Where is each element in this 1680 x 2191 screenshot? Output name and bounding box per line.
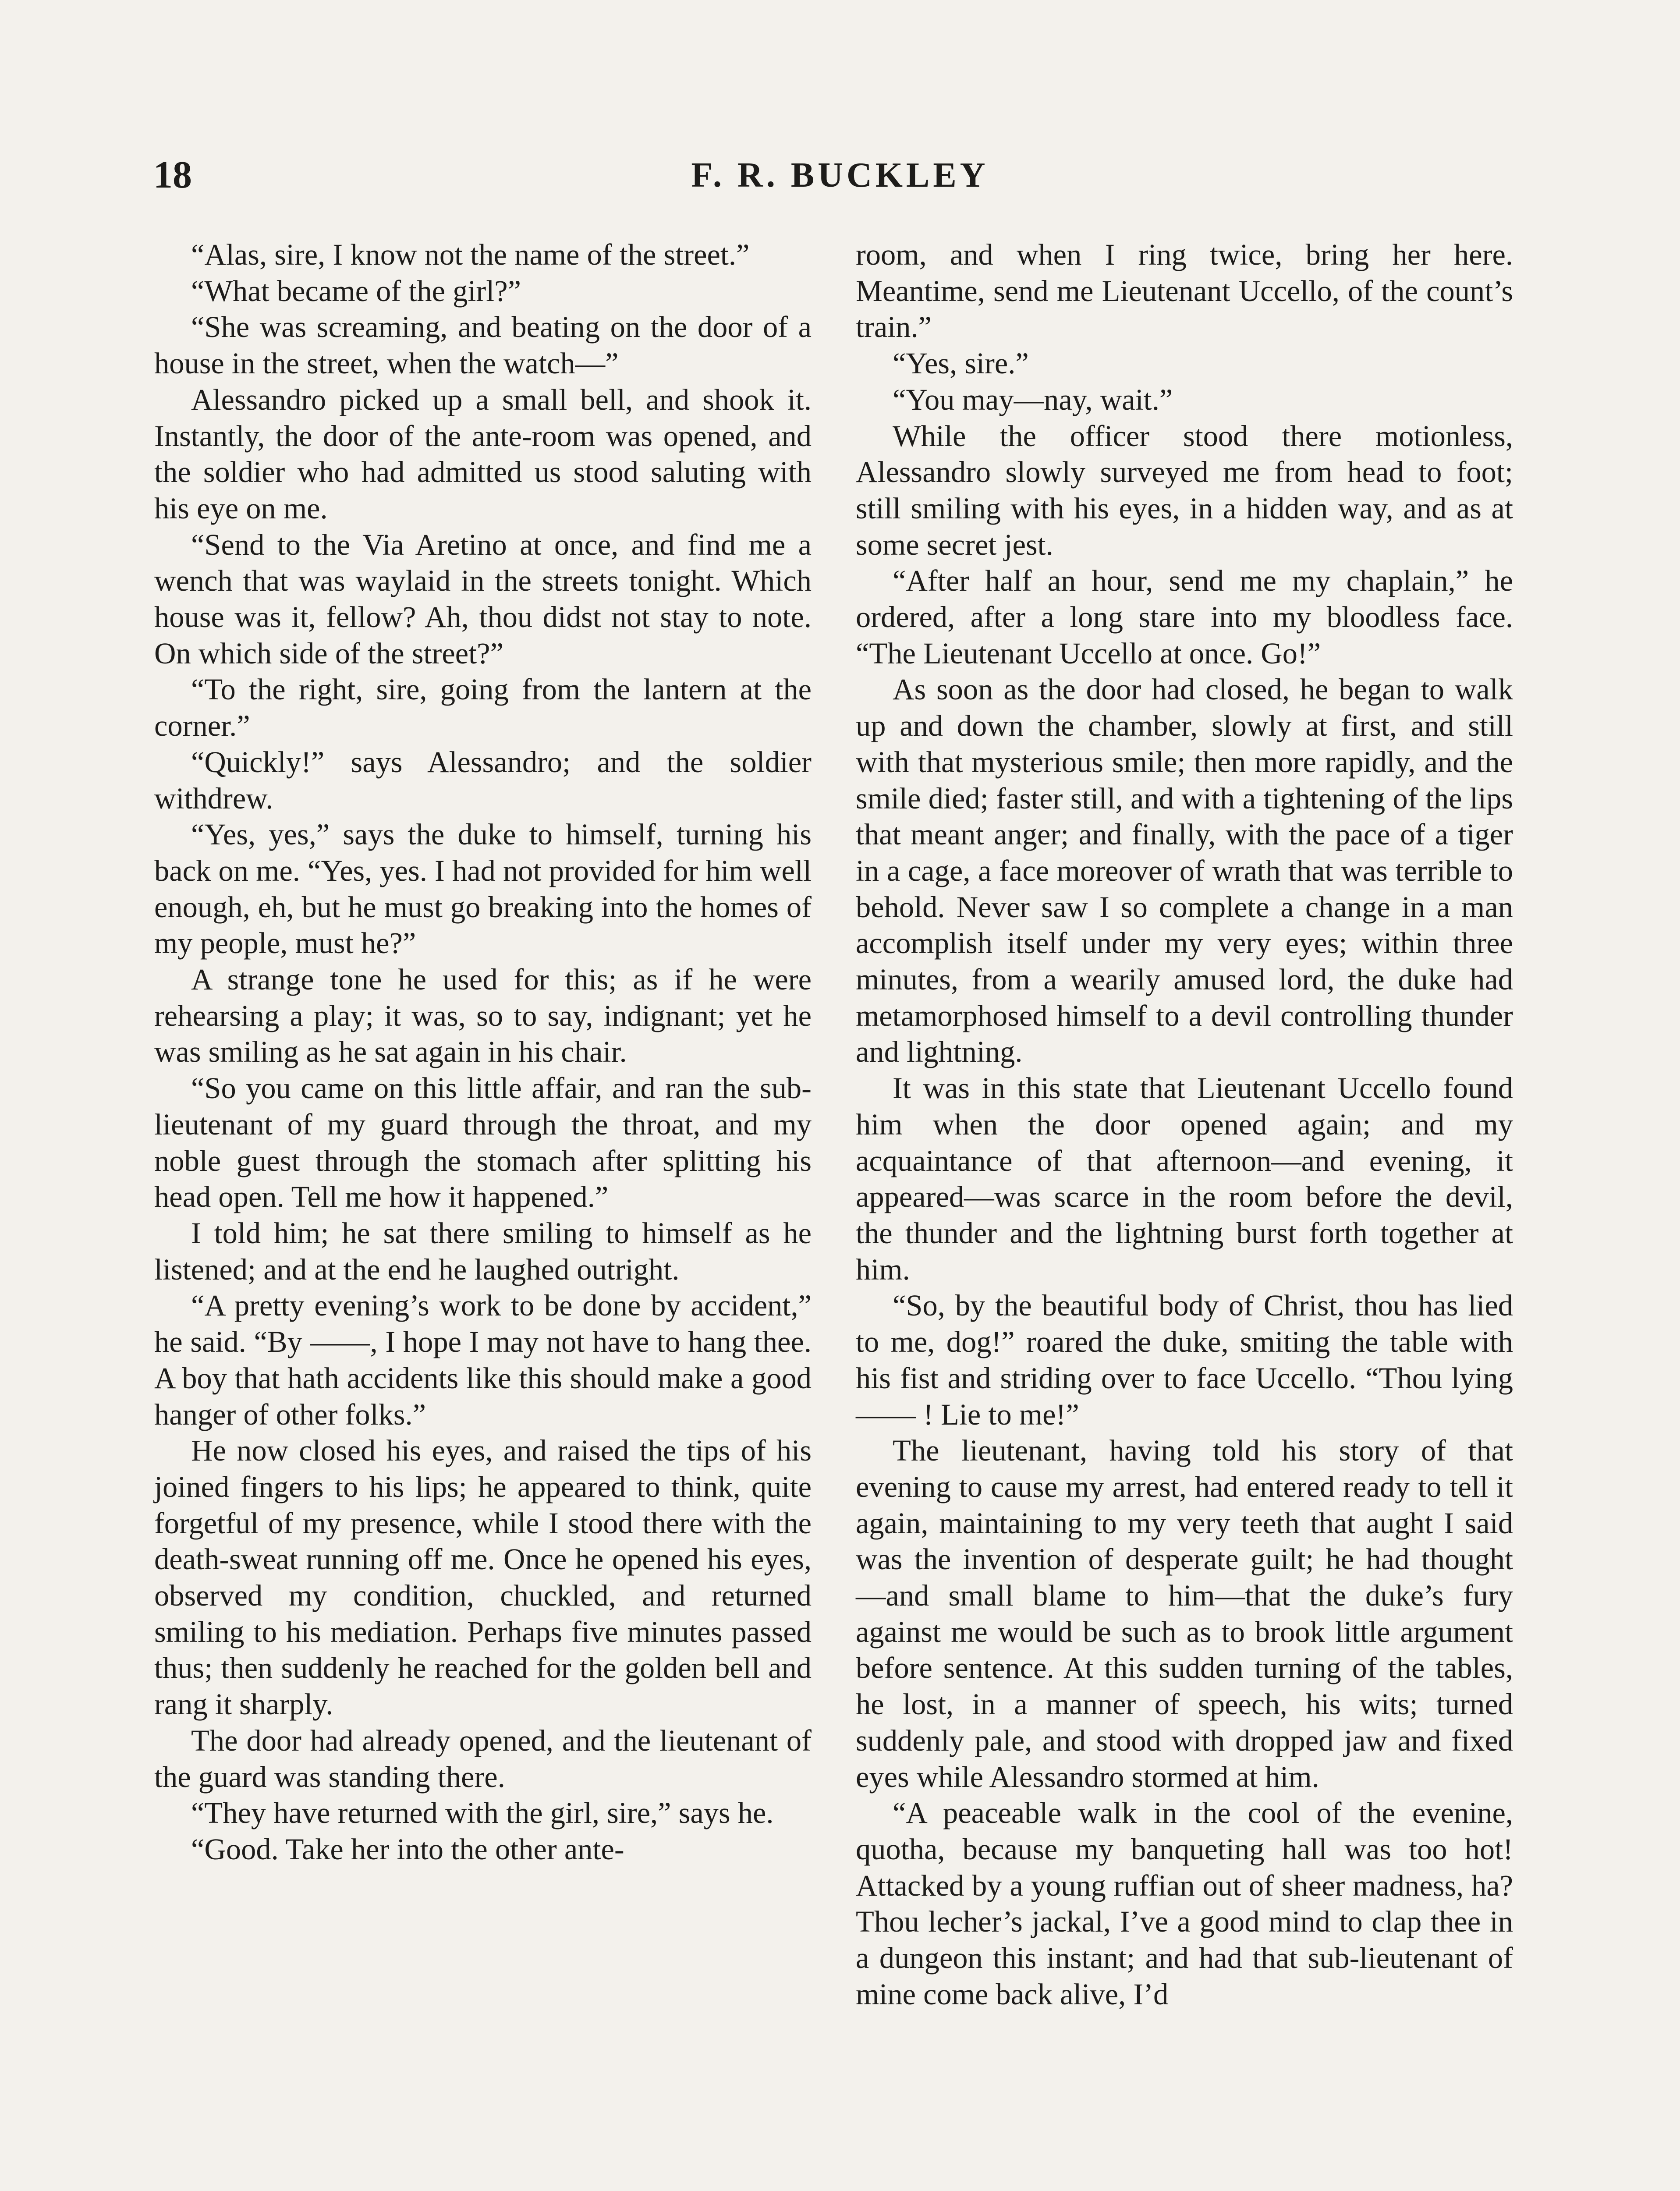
paragraph: “So you came on this little affair, and ran the sub-lieutenant of my guard through the throat, and my noble guest through the stomach after splitting his head open. Tell me how it happened.” — [154, 1071, 812, 1214]
paragraph: “Send to the Via Aretino at once, and find me a wench that was waylaid in the streets tonight. Which house was it, fellow? Ah, thou didst not stay to note. On which side of the street?” — [154, 528, 812, 670]
paragraph: “Alas, sire, I know not the name of the street.” — [191, 238, 750, 271]
running-head-author: F. R. BUCKLEY — [691, 156, 989, 195]
paragraph: “After half an hour, send me my chaplain,” he ordered, after a long stare into my bloodless face. “The Lieutenant Uccello at once. Go!” — [856, 564, 1513, 670]
paragraph: “They have returned with the girl, sire,” says he. — [191, 1796, 774, 1830]
page-number: 18 — [153, 154, 192, 196]
paragraph: “A peaceable walk in the cool of the evenine, quotha, because my banqueting hall was too hot! Attacked by a young ruffian out of sheer madness, ha? Thou lecher’s jackal, I’ve a good mind to clap thee in a dungeon this instant; and had that sub-lieutenant of mine come back alive, I’d — [856, 1796, 1513, 2011]
paragraph: “To the right, sire, going from the lantern at the corner.” — [154, 673, 812, 743]
paragraph: “What became of the girl?” — [191, 274, 521, 308]
paragraph: As soon as the door had closed, he began to walk up and down the chamber, slowly at first, and still with that mysterious smile; then more rapidly, and the smile died; faster still, and with a tightening of the lips that meant anger; and finally, with the pace of a tiger in a cage, a face moreover of wrath that was terrible to behold. Never saw I so complete a change in a man accomplish itself under my very eyes; within three minutes, from a wearily amused lord, the duke had metamorphosed himself to a devil controlling thunder and lightning. — [856, 673, 1513, 1069]
paragraph: He now closed his eyes, and raised the tips of his joined fingers to his lips; he appeared to think, quite forgetful of my presence, while I stood there with the death-sweat running off me. Once he opened his eyes, observed my condition, chuckled, and returned smiling to his mediation. Perhaps five minutes passed thus; then suddenly he reached for the golden bell and rang it sharply. — [154, 1434, 812, 1721]
paragraph: “So, by the beautiful body of Christ, thou has lied to me, dog!” roared the duke, smiting the table with his fist and striding over to face Uccello. “Thou lying —— ! Lie to me!” — [856, 1289, 1513, 1431]
paragraph: “Yes, yes,” says the duke to himself, turning his back on me. “Yes, yes. I had not provided for him well enough, eh, but he must go breaking into the homes of my people, must he?” — [154, 818, 812, 960]
paragraph: “You may—nay, wait.” — [893, 383, 1173, 416]
paragraph: “Good. Take her into the other ante- — [191, 1832, 624, 1866]
paragraph: I told him; he sat there smiling to himself as he listened; and at the end he laughed outright. — [154, 1216, 812, 1286]
paragraph: “Yes, sire.” — [893, 347, 1029, 380]
paragraph: “A pretty evening’s work to be done by accident,” he said. “By ——, I hope I may not have to hang thee. A boy that hath accidents like this should make a good hanger of other folks.” — [154, 1289, 812, 1431]
paragraph: “She was screaming, and beating on the door of a house in the street, when the watch—” — [154, 310, 812, 380]
paragraph-continuation: room, and when I ring twice, bring her here. Meantime, send me Lieutenant Uccello, of the count’s train.” — [856, 238, 1513, 344]
paragraph: A strange tone he used for this; as if he were rehearsing a play; it was, so to say, indignant; yet he was smiling as he sat again in his chair. — [154, 963, 812, 1069]
paragraph: It was in this state that Lieutenant Uccello found him when the door opened again; and my acquaintance of that afternoon—and evening, it appeared—was scarce in the room before the devil, the thunder and the lightning burst forth together at him. — [856, 1071, 1513, 1286]
paragraph: While the officer stood there motionless, Alessandro slowly surveyed me from head to foot; still smiling with his eyes, in a hidden way, and as at some secret jest. — [856, 419, 1513, 561]
page-header — [153, 149, 1527, 202]
paragraph: The lieutenant, having told his story of that evening to cause my arrest, had entered ready to tell it again, maintaining to my very teeth that aught I said was the invention of desperate guilt; he had thought —and small blame to him—that the duke’s fury against me would be such as to brook little argument before sentence. At this sudden turning of the tables, he lost, in a manner of speech, his wits; turned suddenly pale, and stood with dropped jaw and fixed eyes while Alessandro stormed at him. — [856, 1434, 1513, 1794]
right-text-column — [856, 237, 1513, 2012]
left-text-column — [154, 237, 812, 1868]
paragraph: The door had already opened, and the lieutenant of the guard was standing there. — [154, 1723, 812, 1794]
paragraph: Alessandro picked up a small bell, and shook it. Instantly, the door of the ante-room was opened, and the soldier who had admitted us stood saluting with his eye on me. — [154, 383, 812, 525]
paragraph: “Quickly!” says Alessandro; and the soldier withdrew. — [154, 745, 812, 815]
